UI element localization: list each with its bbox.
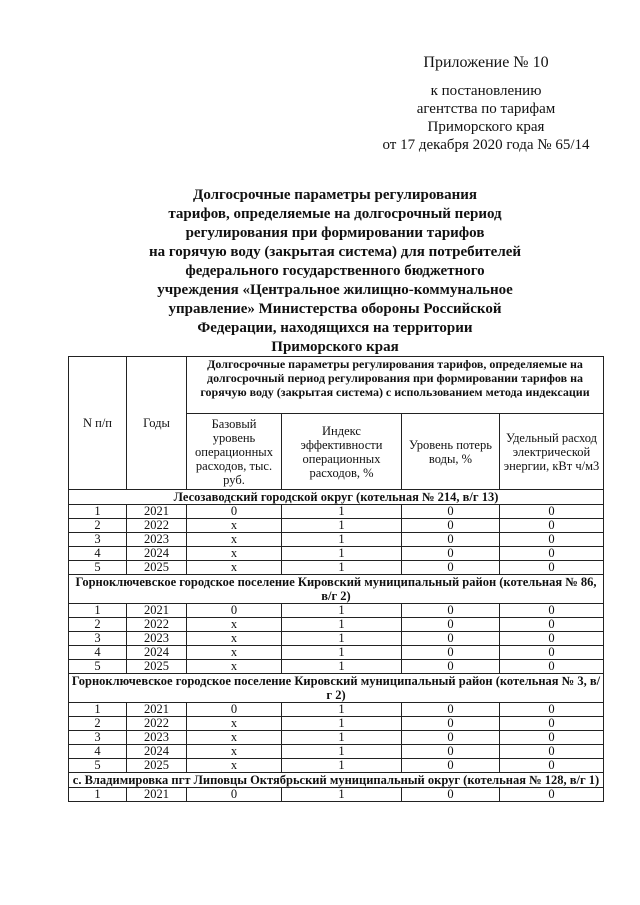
cell-energy-consumption: 0 [500,660,604,674]
table-row [69,505,604,519]
cell-water-losses: 0 [402,788,500,802]
cell-energy-consumption: 0 [500,533,604,547]
header-group: Долгосрочные параметры регулирования тарифов, определяемые на долгосрочный период регулирования при формировании тарифов на горячую воду (закрытая система) с использованием метода индексации [187,357,604,414]
cell-water-losses: 0 [402,547,500,561]
parameters-table [68,356,604,802]
cell-water-losses: 0 [402,646,500,660]
cell-efficiency-index: 1 [282,731,402,745]
cell-npp: 5 [69,660,127,674]
table-row [69,788,604,802]
title-line: Федерации, находящихся на территории [197,320,473,336]
table-row [69,519,604,533]
cell-npp: 1 [69,604,127,618]
title-line: на горячую воду (закрытая система) для потребителей [148,244,522,260]
cell-year: 2024 [127,547,187,561]
cell-year: 2023 [127,632,187,646]
table-row [69,561,604,575]
cell-energy-consumption: 0 [500,632,604,646]
cell-year: 2021 [127,505,187,519]
cell-npp: 2 [69,519,127,533]
cell-year: 2023 [127,731,187,745]
cell-energy-consumption: 0 [500,561,604,575]
cell-water-losses: 0 [402,561,500,575]
cell-energy-consumption: 0 [500,745,604,759]
table-row [69,759,604,773]
cell-npp: 4 [69,646,127,660]
cell-water-losses: 0 [402,703,500,717]
cell-efficiency-index: 1 [282,505,402,519]
title-line: регулирования при формировании тарифов [185,225,485,241]
cell-efficiency-index: 1 [282,759,402,773]
table-row [69,646,604,660]
cell-energy-consumption: 0 [500,646,604,660]
cell-year: 2024 [127,745,187,759]
cell-year: 2023 [127,533,187,547]
cell-npp: 3 [69,731,127,745]
cell-npp: 2 [69,717,127,731]
cell-water-losses: 0 [402,533,500,547]
table-body [69,490,604,802]
cell-npp: 1 [69,505,127,519]
cell-npp: 5 [69,759,127,773]
table-row [69,660,604,674]
cell-base-opex: x [187,759,282,773]
cell-base-opex: x [187,561,282,575]
title-line: федерального государственного бюджетного [185,263,485,279]
cell-water-losses: 0 [402,731,500,745]
cell-energy-consumption: 0 [500,519,604,533]
cell-energy-consumption: 0 [500,604,604,618]
cell-base-opex: x [187,533,282,547]
header-energy-consumption: Удельный расход электрической энергии, кВт ч/м3 [500,414,604,490]
appendix-block [360,54,612,154]
section-title: с. Владимировка пгт Липовцы Октябрьский муниципальный округ (котельная № 128, в/г 1) [69,773,604,788]
header-water-losses: Уровень потерь воды, % [402,414,500,490]
cell-year: 2024 [127,646,187,660]
appendix-title: Приложение № 10 [423,54,549,71]
table-row [69,547,604,561]
cell-year: 2022 [127,519,187,533]
cell-efficiency-index: 1 [282,703,402,717]
appendix-line: Приморского края [427,119,545,135]
cell-efficiency-index: 1 [282,632,402,646]
header-efficiency-index: Индекс эффективности операционных расходов, % [282,414,402,490]
cell-npp: 4 [69,745,127,759]
cell-base-opex: x [187,646,282,660]
cell-water-losses: 0 [402,519,500,533]
section-row [69,674,604,703]
cell-npp: 4 [69,547,127,561]
cell-efficiency-index: 1 [282,646,402,660]
cell-base-opex: x [187,745,282,759]
cell-efficiency-index: 1 [282,547,402,561]
cell-npp: 1 [69,703,127,717]
cell-year: 2025 [127,561,187,575]
cell-year: 2021 [127,788,187,802]
section-title: Горноключевское городское поселение Кировский муниципальный район (котельная № 3, в/г 2) [69,674,604,703]
cell-year: 2022 [127,618,187,632]
appendix-line: к постановлению [430,83,542,99]
section-row [69,575,604,604]
header-years: Годы [127,357,187,490]
cell-base-opex: x [187,660,282,674]
table-row [69,745,604,759]
title-line: тарифов, определяемые на долгосрочный период [168,206,502,222]
cell-base-opex: x [187,519,282,533]
cell-water-losses: 0 [402,604,500,618]
cell-year: 2025 [127,660,187,674]
document-title [110,186,560,357]
cell-energy-consumption: 0 [500,618,604,632]
cell-energy-consumption: 0 [500,703,604,717]
cell-base-opex: 0 [187,703,282,717]
cell-water-losses: 0 [402,745,500,759]
cell-efficiency-index: 1 [282,561,402,575]
title-line: учреждения «Центральное жилищно-коммунальное [157,282,513,298]
cell-year: 2021 [127,604,187,618]
cell-efficiency-index: 1 [282,618,402,632]
cell-base-opex: x [187,547,282,561]
section-row [69,490,604,505]
cell-npp: 3 [69,632,127,646]
cell-base-opex: x [187,632,282,646]
appendix-line: агентства по тарифам [416,101,556,117]
cell-efficiency-index: 1 [282,519,402,533]
header-base-opex: Базовый уровень операционных расходов, тыс. руб. [187,414,282,490]
cell-base-opex: x [187,717,282,731]
cell-efficiency-index: 1 [282,604,402,618]
cell-energy-consumption: 0 [500,547,604,561]
cell-base-opex: x [187,731,282,745]
cell-npp: 2 [69,618,127,632]
cell-water-losses: 0 [402,618,500,632]
cell-npp: 3 [69,533,127,547]
cell-energy-consumption: 0 [500,505,604,519]
cell-efficiency-index: 1 [282,717,402,731]
table-row [69,731,604,745]
cell-energy-consumption: 0 [500,759,604,773]
cell-base-opex: x [187,618,282,632]
appendix-line: от 17 декабря 2020 года № 65/14 [382,137,590,153]
cell-energy-consumption: 0 [500,788,604,802]
cell-water-losses: 0 [402,505,500,519]
title-line: Приморского края [271,339,399,355]
cell-base-opex: 0 [187,505,282,519]
cell-energy-consumption: 0 [500,731,604,745]
cell-base-opex: 0 [187,604,282,618]
section-title: Лесозаводский городской округ (котельная № 214, в/г 13) [69,490,604,505]
cell-base-opex: 0 [187,788,282,802]
table-row [69,533,604,547]
table-row [69,618,604,632]
cell-npp: 1 [69,788,127,802]
title-line: управление» Министерства обороны Российской [168,301,502,317]
cell-efficiency-index: 1 [282,745,402,759]
title-line: Долгосрочные параметры регулирования [193,187,477,203]
section-title: Горноключевское городское поселение Кировский муниципальный район (котельная № 86, в/г 2) [69,575,604,604]
cell-year: 2025 [127,759,187,773]
cell-efficiency-index: 1 [282,660,402,674]
cell-npp: 5 [69,561,127,575]
cell-energy-consumption: 0 [500,717,604,731]
section-row [69,773,604,788]
table-row [69,717,604,731]
table-row [69,703,604,717]
cell-year: 2021 [127,703,187,717]
cell-water-losses: 0 [402,632,500,646]
header-npp: N п/п [69,357,127,490]
table-row [69,632,604,646]
table-row [69,604,604,618]
cell-water-losses: 0 [402,759,500,773]
cell-efficiency-index: 1 [282,788,402,802]
cell-year: 2022 [127,717,187,731]
cell-efficiency-index: 1 [282,533,402,547]
cell-water-losses: 0 [402,717,500,731]
cell-water-losses: 0 [402,660,500,674]
